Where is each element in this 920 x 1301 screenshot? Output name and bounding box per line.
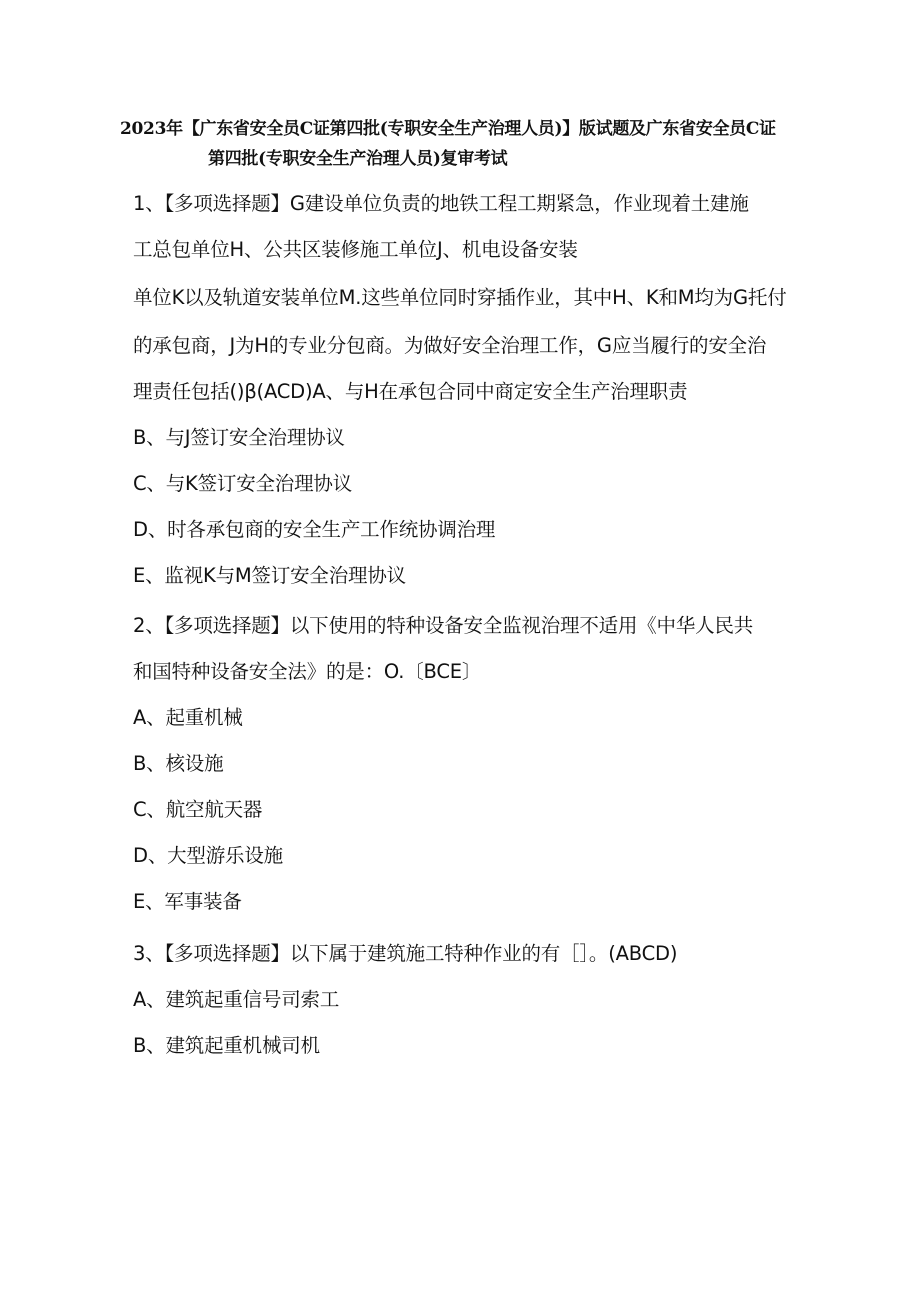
q1-line-4: 的承包商，J为H的专业分包商。为做好安全治理工作，G应当履行的安全治 xyxy=(133,334,767,357)
q3-line-1: 3、【多项选择题】以下属于建筑施工特种作业的有［］。(ABCD) xyxy=(133,942,678,965)
q1-line-5: 理责任包括()β(ACD)A、与H在承包合同中商定安全生产治理职责 xyxy=(133,380,688,403)
q2-option-e: E、军事装备 xyxy=(133,890,242,913)
q2-option-d: D、大型游乐设施 xyxy=(133,844,283,867)
q2-line-2: 和国特种设备安全法》的是：O.〔BCE〕 xyxy=(133,660,482,683)
q1-option-c: C、与K签订安全治理协议 xyxy=(133,472,353,495)
q3-option-b: B、建筑起重机械司机 xyxy=(133,1034,320,1057)
q1-option-e: E、监视K与M签订安全治理协议 xyxy=(133,564,406,587)
q2-line-1: 2、【多项选择题】以下使用的特种设备安全监视治理不适用《中华人民共 xyxy=(133,614,754,637)
q1-line-3: 单位K以及轨道安装单位M.这些单位同时穿插作业，其中H、K和M均为G托付 xyxy=(133,286,787,309)
q2-option-c: C、航空航天器 xyxy=(133,798,263,821)
document-title xyxy=(120,114,820,174)
q3-option-a: A、建筑起重信号司索工 xyxy=(133,988,340,1011)
q1-option-d: D、时各承包商的安全生产工作统协调治理 xyxy=(133,518,496,541)
q1-line-2: 工总包单位H、公共区装修施工单位J、机电设备安装 xyxy=(133,238,578,261)
title-line-1: 2023年【广东省安全员C证第四批(专职安全生产治理人员)】版试题及广东省安全员C证 xyxy=(120,119,776,139)
q2-option-a: A、起重机械 xyxy=(133,706,243,729)
q1-option-b: B、与J签订安全治理协议 xyxy=(133,426,345,449)
q1-line-1: 1、【多项选择题】G建设单位负责的地铁工程工期紧急，作业现着土建施 xyxy=(133,192,749,215)
title-line-2: 第四批(专职安全生产治理人员)复审考试 xyxy=(208,149,508,169)
q2-option-b: B、核设施 xyxy=(133,752,224,775)
